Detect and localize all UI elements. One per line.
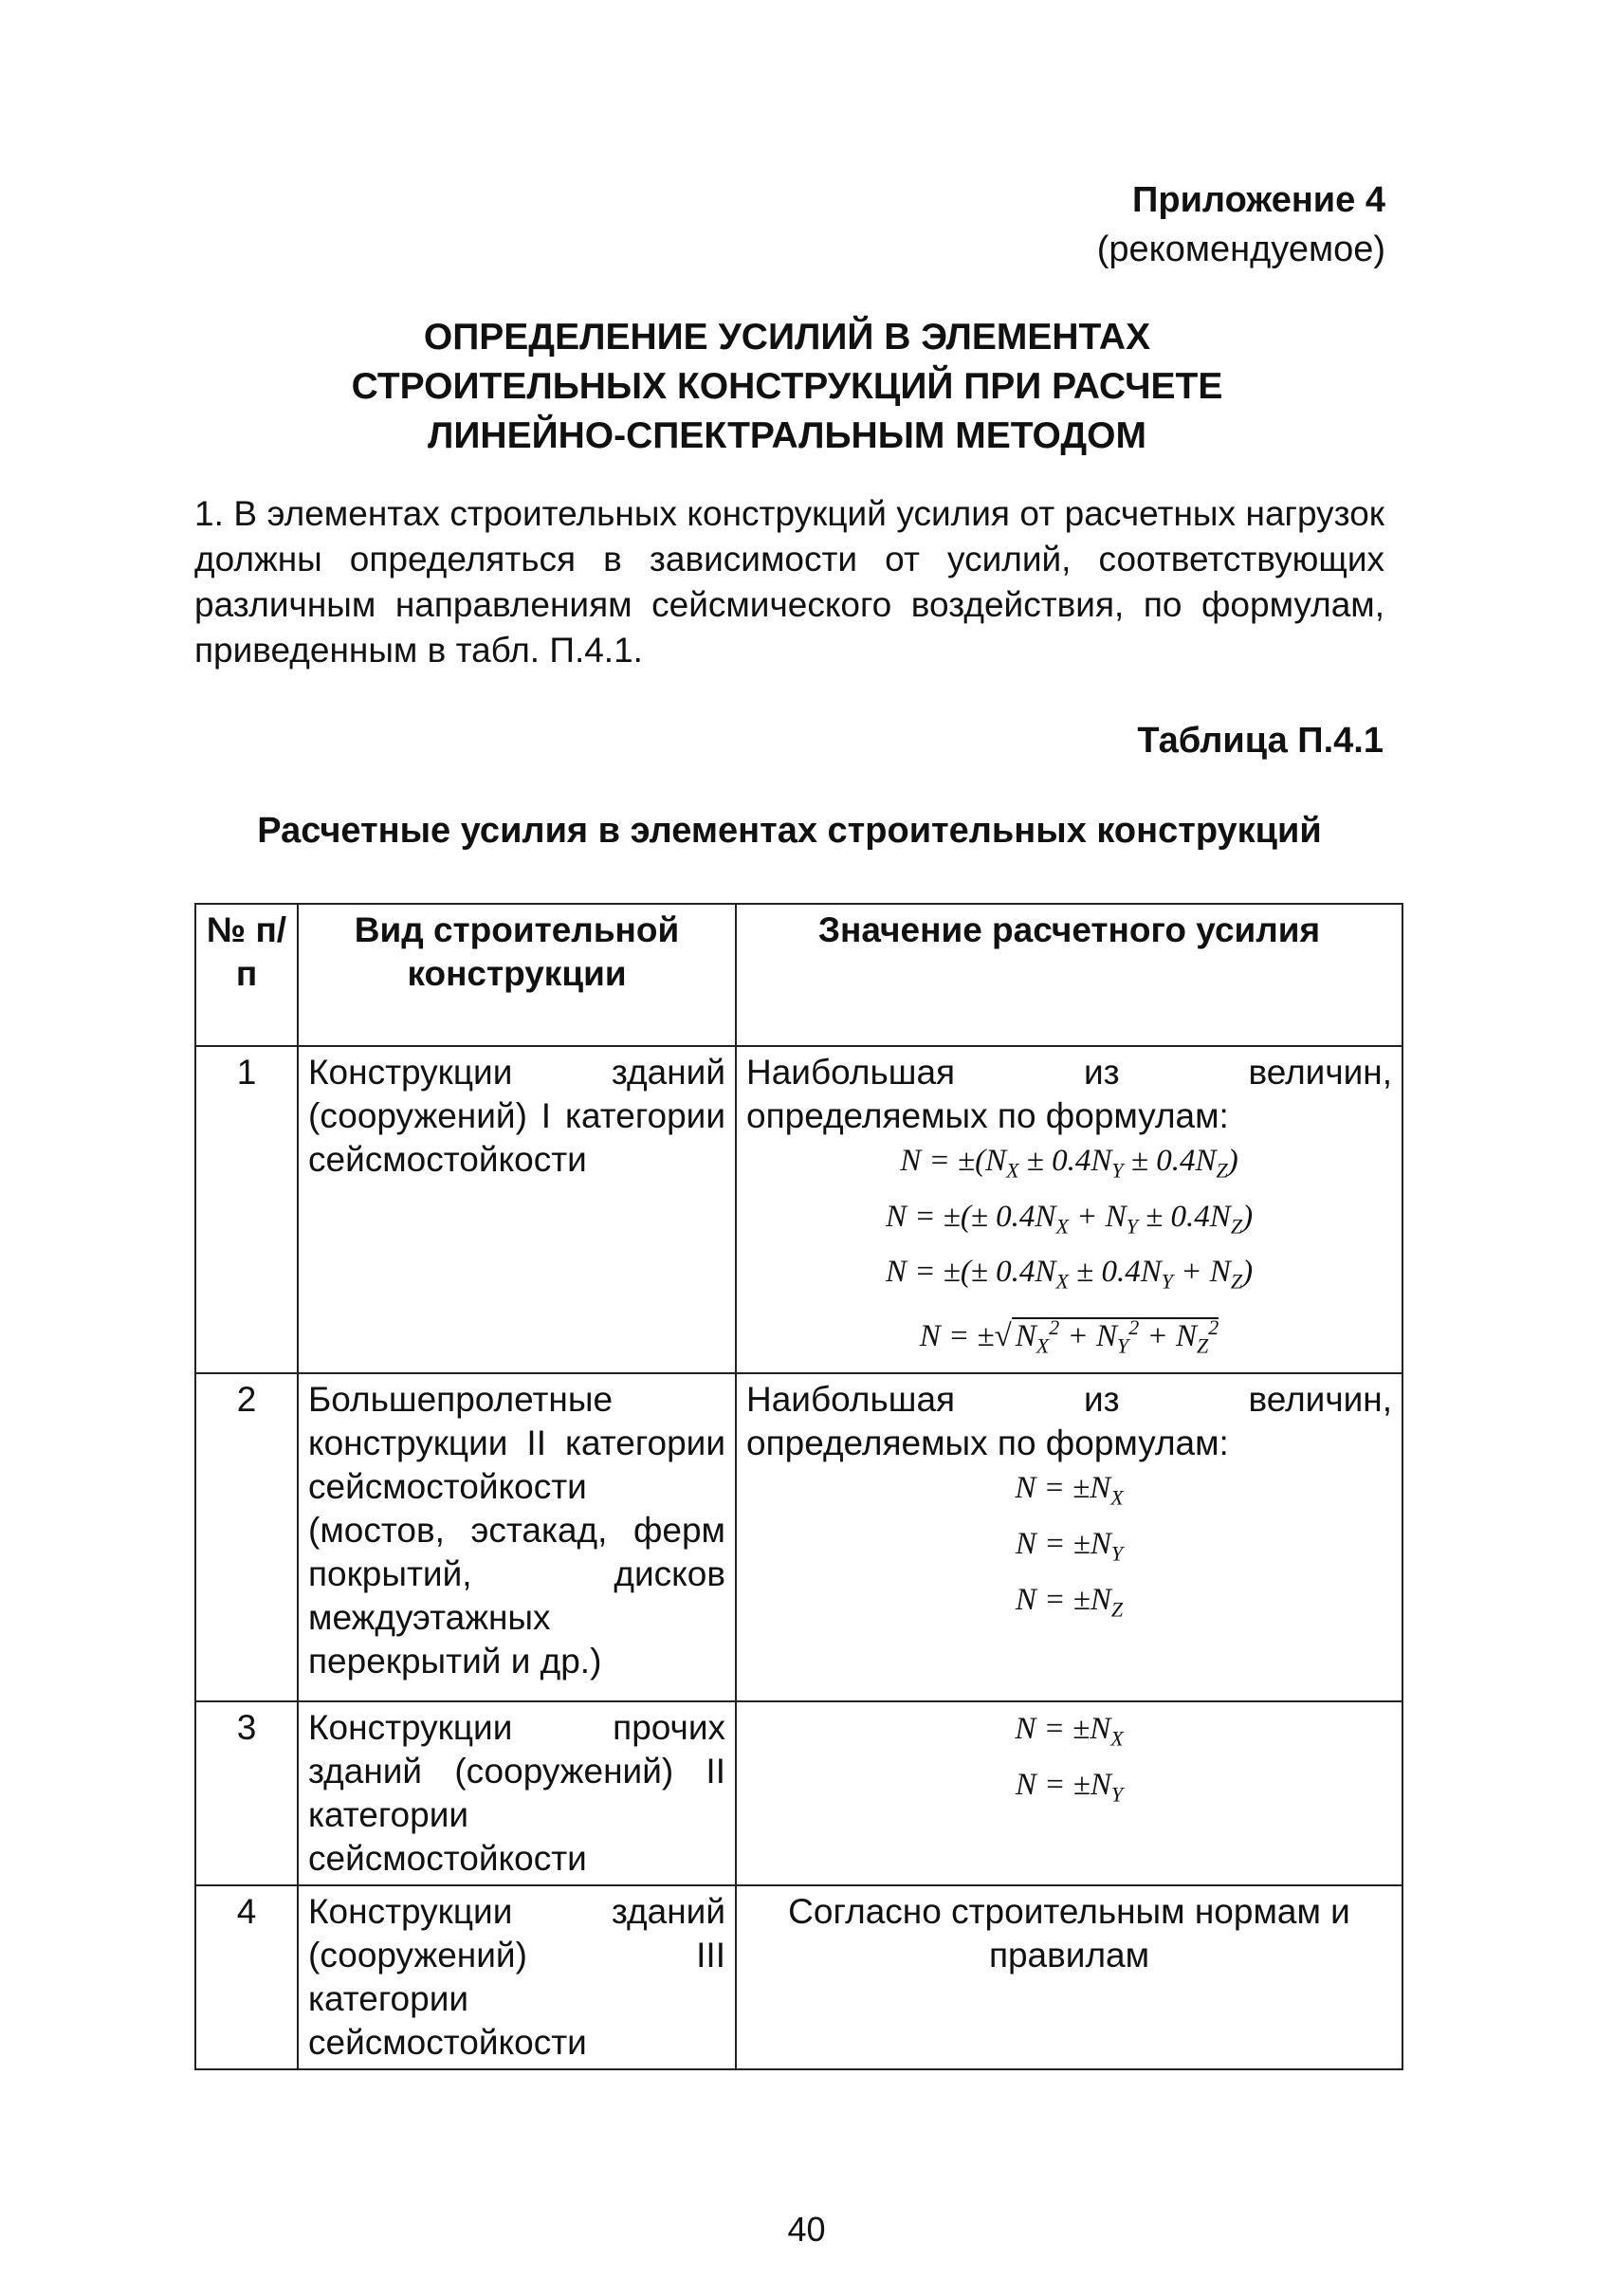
title-line-3: ЛИНЕЙНО-СПЕКТРАЛЬНЫМ МЕТОДОМ (428, 415, 1146, 456)
row-force-value (736, 1701, 1402, 1885)
formula: N = ±(± $0.4N_X + N_Y \pm 0.4N_Z$) (885, 1199, 1254, 1239)
row-construction-type: Конструкции прочих зданий (сооружений) II категории сейсмостойкости (298, 1701, 736, 1885)
table-caption: Расчетные усилия в элементах строительных конструкций (257, 811, 1322, 851)
row-number: 3 (195, 1701, 298, 1885)
row-construction-type: Большепролетные конструкции II категории сейсмостойкости (мостов, эстакад, ферм покрытий, дисков междуэтажных перекрытий и др.) (298, 1373, 736, 1701)
formula: N = ±(± $0.4N_X \pm 0.4N_Y + N_Z$) (885, 1255, 1254, 1294)
appendix-number: Приложение 4 (1132, 180, 1385, 220)
title-line-2: СТРОИТЕЛЬНЫХ КОНСТРУКЦИЙ ПРИ РАСЧЕТЕ (351, 366, 1223, 407)
formula: $N = \pm N_Z$ (1015, 1582, 1124, 1622)
table-row (195, 1373, 1402, 1701)
appendix-status: (рекомендуемое) (1096, 230, 1385, 269)
page-number: 40 (787, 2210, 826, 2249)
row-force-value (736, 1373, 1402, 1701)
paragraph-1: 1. В элементах строительных конструкций усилия от расчетных нагрузок должны определяться в зависимости от усилий, соответствующих различным направлениям сейсмического воздействия, по формулам, приведенным в табл. П.4.1. (194, 494, 1384, 670)
row-construction-type: Конструкции зданий (сооружений) I категории сейсмостойкости (298, 1046, 736, 1373)
row-number: 2 (195, 1373, 298, 1701)
header-force-value: Значение расчетного усилия (736, 904, 1402, 1046)
table-row (195, 1701, 1402, 1885)
row-number: 4 (195, 1885, 298, 2069)
value-text: Наибольшая из величин, определяемых по формулам: (746, 1053, 1392, 1135)
table-number: Таблица П.4.1 (1137, 721, 1384, 761)
row-construction-type: Конструкции зданий (сооружений) III категории сейсмостойкости (298, 1885, 736, 2069)
formula: $N = \pm N_Y$ (1015, 1526, 1124, 1566)
header-number: № п/п (195, 904, 298, 1046)
forces-table (194, 903, 1403, 2070)
row-force-value: Согласно строительным нормам и правилам (736, 1885, 1402, 2069)
table-row (195, 1885, 1402, 2069)
row-force-value (736, 1046, 1402, 1373)
formula: $N = \pm(N_X \pm 0.4N_Y \pm 0.4N_Z)$ (900, 1144, 1238, 1183)
row-number: 1 (195, 1046, 298, 1373)
formula: $N = \pm N_X$ (1015, 1471, 1124, 1510)
formula: N = ±√ $N_X^2 + N_Y^2 + N_Z^2$ (919, 1314, 1219, 1358)
formula: $N = \pm N_X$ (1015, 1712, 1124, 1751)
title-line-1: ОПРЕДЕЛЕНИЕ УСИЛИЙ В ЭЛЕМЕНТАХ (423, 317, 1151, 358)
page-title (190, 313, 1384, 461)
table-row (195, 1046, 1402, 1373)
table-header-row (195, 904, 1402, 1046)
value-text: Наибольшая из величин, определяемых по формулам: (746, 1380, 1392, 1463)
appendix-label (1097, 175, 1385, 274)
formula: $N = \pm N_Y$ (1015, 1767, 1124, 1807)
header-construction-type: Вид строительной конструкции (298, 904, 736, 1046)
